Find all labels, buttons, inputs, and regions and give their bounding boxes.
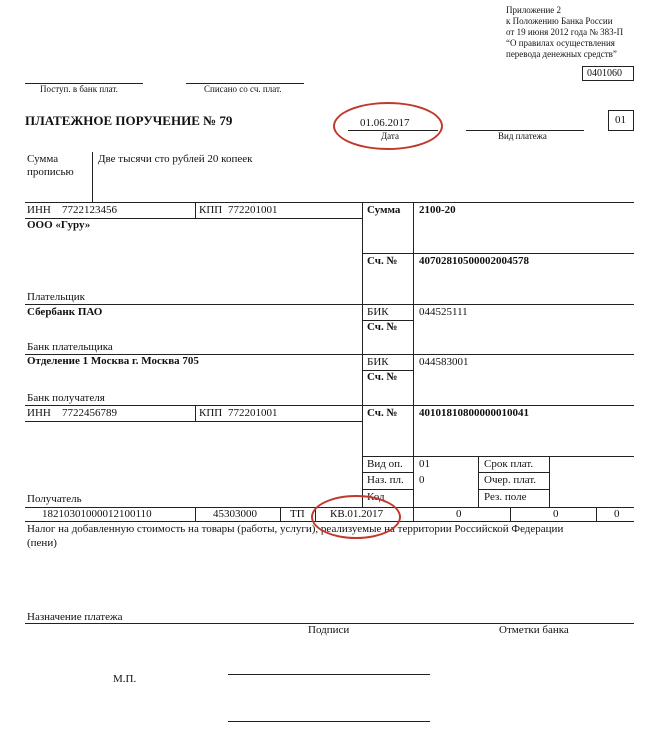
debited-label: Списано со сч. плат. <box>204 84 282 94</box>
signature-line <box>228 674 430 675</box>
payee-bank-bik-label: БИК <box>367 356 389 368</box>
purpose-label: Назначение платежа <box>27 611 123 623</box>
payer-inn-value: 7722123456 <box>62 204 117 216</box>
appendix-line: “О правилах осуществления <box>506 38 615 48</box>
payer-kpp-value: 772201001 <box>228 204 278 216</box>
amount-words-label-2: прописью <box>27 166 74 178</box>
payer-bank-bik-label: БИК <box>367 306 389 318</box>
grid-line <box>195 405 196 421</box>
grid-line <box>25 421 362 422</box>
payee-kpp-label: КПП <box>199 407 223 419</box>
grid-line <box>362 253 634 254</box>
signature-line <box>228 721 430 722</box>
payer-kpp-label: КПП <box>199 204 223 216</box>
amount-words-label: Сумма <box>27 153 59 165</box>
grid-line <box>195 202 196 218</box>
grid-line <box>25 304 634 305</box>
date-label: Дата <box>381 131 399 141</box>
appendix-line: перевода денежных средств” <box>506 49 617 59</box>
appendix-line: Приложение 2 <box>506 5 562 15</box>
payer-bank-label: Банк плательщика <box>27 341 113 353</box>
appendix-note <box>506 5 623 60</box>
code-label: Код <box>367 491 385 503</box>
payee-kpp-value: 772201001 <box>228 407 278 419</box>
payer-account-label: Сч. № <box>367 255 398 267</box>
stamp-label: М.П. <box>113 673 137 685</box>
grid-line <box>362 456 634 457</box>
purpose-text: Налог на добавленную стоимость на товары (работы, услуги), реализуемые на территории Российской Федерации <box>27 523 564 535</box>
doc-date-value: 0 <box>553 508 559 520</box>
reserve-field-label: Рез. поле <box>484 491 527 503</box>
sum-label: Сумма <box>367 204 401 216</box>
payee-inn-value: 7722456789 <box>62 407 117 419</box>
grid-line <box>280 507 281 521</box>
doc-number-value: 0 <box>456 508 462 520</box>
grid-line <box>478 472 549 473</box>
payment-type-label: Вид платежа <box>498 131 547 141</box>
grid-line <box>510 507 511 521</box>
amount-words-divider <box>92 152 93 202</box>
payer-bank-name: Сбербанк ПАО <box>27 306 103 318</box>
grid-line <box>413 507 414 521</box>
appendix-line: от 19 июня 2012 года № 383-П <box>506 27 624 37</box>
status-code-box <box>608 110 634 131</box>
term-label: Срок плат. <box>484 458 534 470</box>
grid-line <box>478 489 549 490</box>
payee-bank-bik-value: 044583001 <box>419 356 469 368</box>
payee-bank-label: Банк получателя <box>27 392 105 404</box>
payee-bank-name: Отделение 1 Москва г. Москва 705 <box>27 355 199 367</box>
grid-line <box>478 456 479 507</box>
sum-value: 2100-20 <box>419 204 456 216</box>
payer-inn-label: ИНН <box>27 204 51 216</box>
payment-purpose-code-label: Наз. пл. <box>367 474 404 486</box>
amount-words-value: Две тысячи сто рублей 20 копеек <box>98 153 253 165</box>
grid-line <box>25 202 634 203</box>
basis-value: ТП <box>290 508 305 520</box>
payee-inn-label: ИНН <box>27 407 51 419</box>
tax-period-value: КВ.01.2017 <box>330 508 384 520</box>
payment-order-label: Очер. плат. <box>484 474 537 486</box>
grid-line <box>25 405 634 406</box>
grid-line <box>195 507 196 521</box>
payee-account-label: Сч. № <box>367 407 398 419</box>
tax-period-highlight-oval <box>311 495 401 539</box>
document-date: 01.06.2017 <box>360 117 410 129</box>
tax-payment-type-value: 0 <box>614 508 620 520</box>
date-highlight-oval <box>333 102 443 150</box>
payer-bank-account-label: Сч. № <box>367 321 398 333</box>
status-code: 01 <box>615 114 626 126</box>
grid-line <box>596 507 597 521</box>
form-code: 0401060 <box>587 68 622 79</box>
purpose-text-2: (пени) <box>27 537 57 549</box>
payee-account-value: 40101810800000010041 <box>419 407 529 419</box>
payee-bank-account-label: Сч. № <box>367 371 398 383</box>
grid-line <box>362 472 413 473</box>
signatures-label: Подписи <box>308 624 350 636</box>
grid-line <box>362 489 413 490</box>
op-type-value: 01 <box>419 458 430 470</box>
appendix-line: к Положению Банка России <box>506 16 613 26</box>
received-label: Поступ. в банк плат. <box>40 84 118 94</box>
form-code-box <box>582 66 634 81</box>
bank-marks-label: Отметки банка <box>499 624 569 636</box>
oktmo-value: 45303000 <box>213 508 257 520</box>
payer-bank-bik-value: 044525111 <box>419 306 468 318</box>
payee-label: Получатель <box>27 493 82 505</box>
payer-name: ООО «Гуру» <box>27 219 91 231</box>
op-type-label: Вид оп. <box>367 458 403 470</box>
document-title: ПЛАТЕЖНОЕ ПОРУЧЕНИЕ № 79 <box>25 113 233 128</box>
grid-line <box>549 456 550 507</box>
payment-purpose-code-value: 0 <box>419 474 425 486</box>
kbk-value: 18210301000012100110 <box>42 508 152 520</box>
payer-label: Плательщик <box>27 291 85 303</box>
payer-account-value: 40702810500002004578 <box>419 255 529 267</box>
